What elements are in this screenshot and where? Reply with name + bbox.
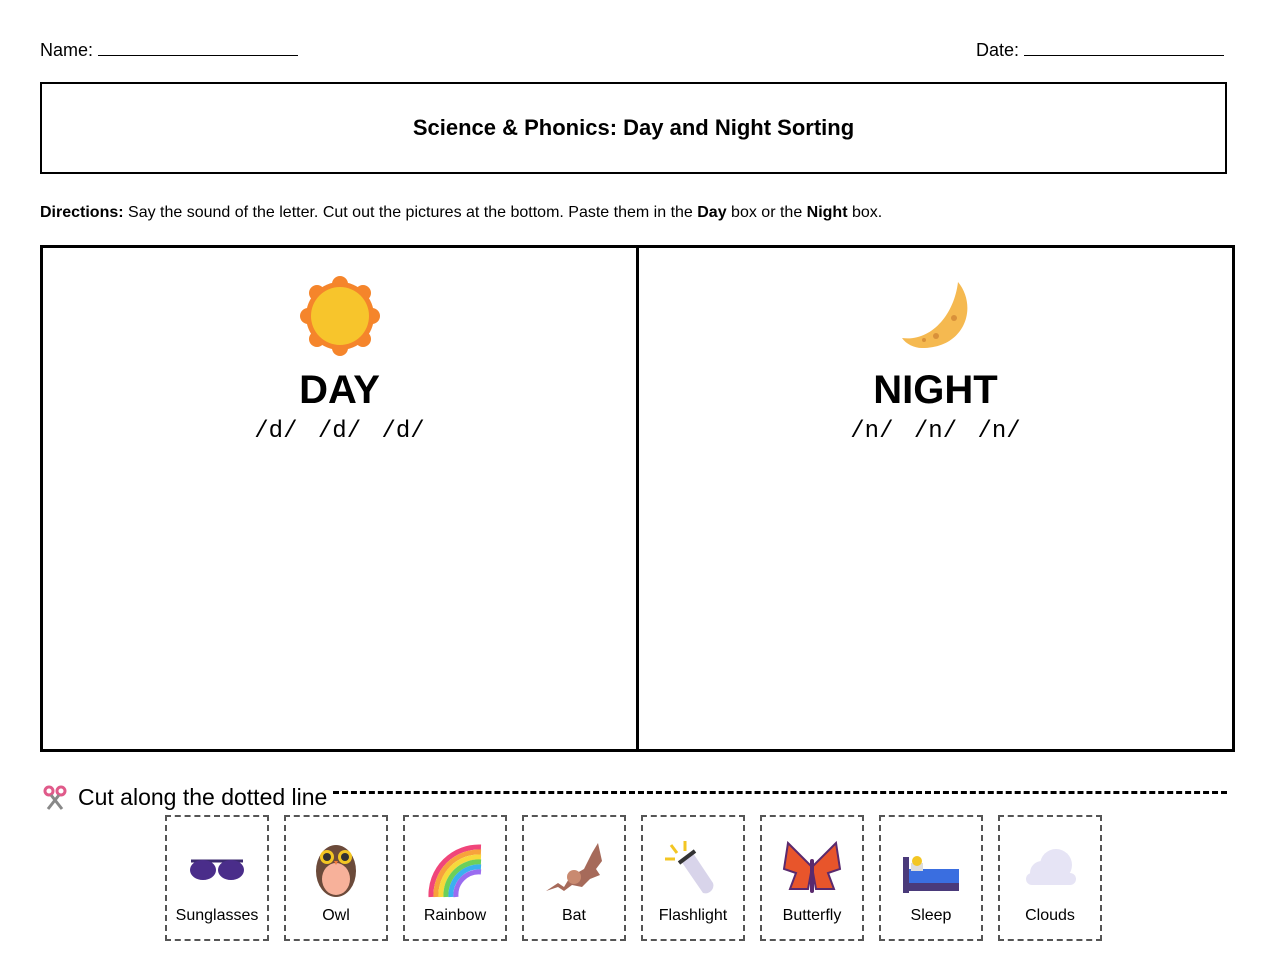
rainbow-icon: [425, 839, 485, 899]
card-clouds[interactable]: [998, 815, 1102, 941]
card-sunglasses[interactable]: [165, 815, 269, 941]
sunglasses-icon: [187, 839, 247, 899]
name-line[interactable]: [98, 54, 298, 56]
scissors-icon: [42, 785, 68, 811]
night-box[interactable]: [636, 248, 1232, 749]
sun-icon: [300, 276, 380, 356]
card-label: Flashlight: [658, 907, 728, 924]
card-butterfly[interactable]: [760, 815, 864, 941]
directions-text: Say the sound of the letter. Cut out the pictures at the bottom. Paste them in the: [123, 204, 698, 221]
crescent-moon-icon: [896, 276, 976, 356]
day-heading: DAY: [299, 368, 380, 412]
day-sound: /d/ /d/ /d/: [254, 418, 425, 445]
card-owl[interactable]: [284, 815, 388, 941]
directions-label: Directions:: [40, 204, 124, 221]
butterfly-icon: [782, 839, 842, 899]
bat-icon: [544, 839, 604, 899]
dotted-line: [333, 791, 1227, 794]
card-label: Clouds: [1025, 907, 1075, 924]
directions: [40, 204, 882, 222]
name-label: Name:: [40, 40, 94, 60]
card-rainbow[interactable]: [403, 815, 507, 941]
picture-cards: [165, 815, 1102, 941]
cut-label: Cut along the dotted line: [78, 784, 328, 810]
date-field[interactable]: [976, 40, 1224, 61]
flashlight-icon: [663, 839, 723, 899]
directions-text: box or the: [726, 204, 807, 221]
page-title: Science & Phonics: Day and Night Sorting: [40, 82, 1227, 174]
day-box[interactable]: [43, 248, 636, 749]
card-label: Sunglasses: [175, 907, 259, 924]
night-heading: NIGHT: [873, 368, 998, 412]
card-sleep[interactable]: [879, 815, 983, 941]
night-sound: /n/ /n/ /n/: [850, 418, 1021, 445]
card-label: Owl: [322, 907, 350, 924]
directions-text: box.: [847, 204, 883, 221]
card-flashlight[interactable]: [641, 815, 745, 941]
card-label: Butterfly: [782, 907, 842, 924]
card-label: Bat: [561, 907, 586, 924]
name-field[interactable]: [40, 40, 298, 61]
cloud-icon: [1020, 839, 1080, 899]
bed-icon: [901, 839, 961, 899]
card-bat[interactable]: [522, 815, 626, 941]
date-label: Date:: [976, 40, 1020, 60]
card-label: Sleep: [910, 907, 952, 924]
date-line[interactable]: [1024, 54, 1224, 56]
directions-night: Night: [806, 204, 848, 221]
owl-icon: [306, 839, 366, 899]
directions-day: Day: [697, 204, 727, 221]
cut-line: [42, 784, 1227, 811]
card-label: Rainbow: [423, 907, 487, 924]
sorting-area: [40, 245, 1235, 752]
